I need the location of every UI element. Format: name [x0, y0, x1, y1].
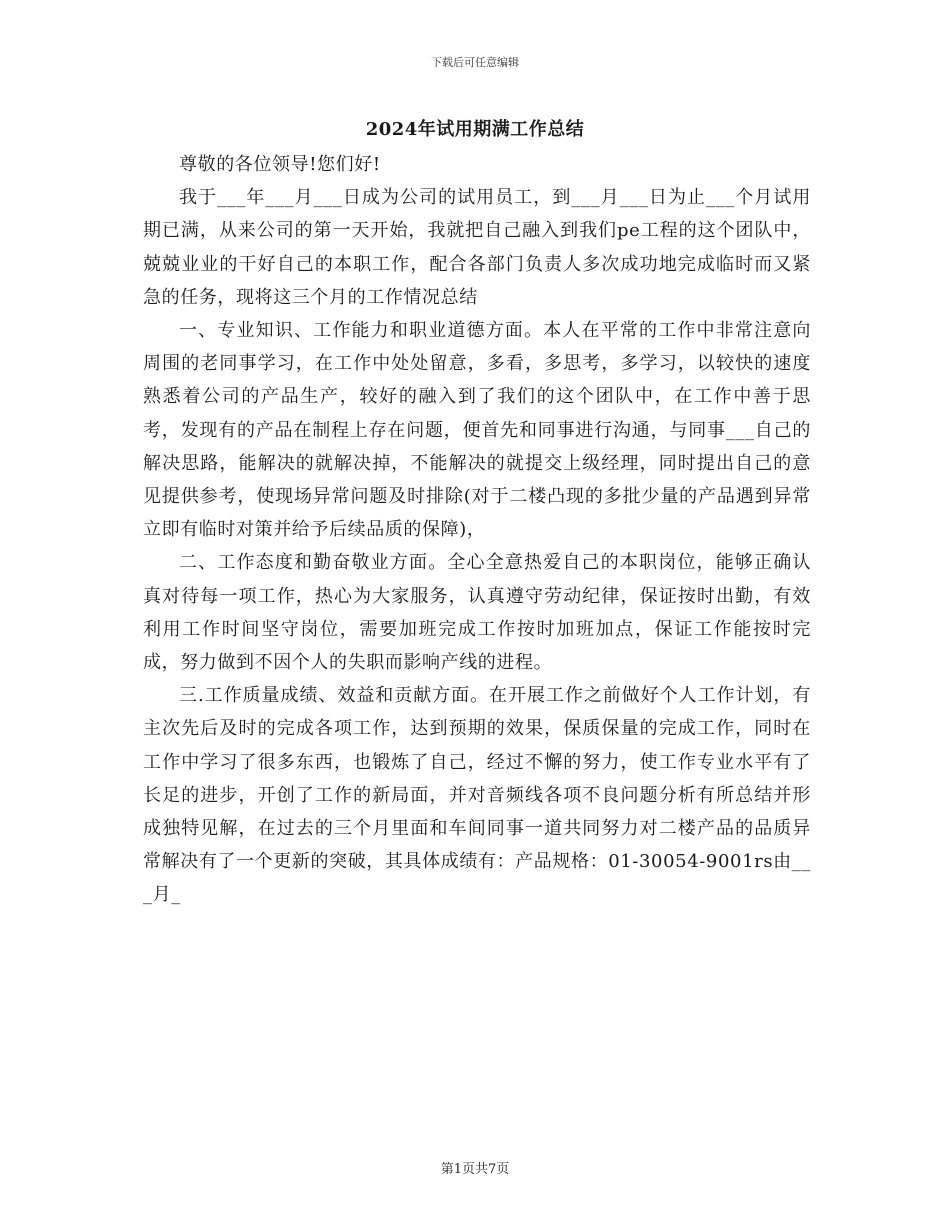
paragraph-greeting: 尊敬的各位领导!您们好!	[179, 154, 381, 175]
page-footer-number: 第1页共7页	[440, 1162, 510, 1177]
paragraph-intro: 我于___年___月___日成为公司的试用员工，到___月___日为止___个月试用期已满，从来公司的第一天开始，我就把自己融入到我们pe工程的这个团队中，兢兢业业的干好自己的本职工作，配合各部门负责人多次成功地完成临时而又紧急的任务，现将这三个月的工作情况总结	[143, 187, 811, 308]
document-title: 2024年试用期满工作总结	[365, 119, 585, 140]
paragraph-section-1: 一、专业知识、工作能力和职业道德方面。本人在平常的工作中非常注意向周围的老同事学习，在工作中处处留意，多看，多思考，多学习，以较快的速度熟悉着公司的产品生产，较好的融入到了我们的这个团队中，在工作中善于思考，发现有的产品在制程上存在问题，便首先和同事进行沟通，与同事___自己的解决思路，能解决的就解决掉，不能解决的就提交上级经理，同时提出自己的意见提供参考，使现场异常问题及时排除(对于二楼凸现的多批少量的产品遇到异常立即有临时对策并给予后续品质的保障)，	[143, 320, 811, 541]
paragraph-section-3: 三.工作质量成绩、效益和贡献方面。在开展工作之前做好个人工作计划，有主次先后及时的完成各项工作，达到预期的效果，保质保量的完成工作，同时在工作中学习了很多东西，也锻炼了自己，经过不懈的努力，使工作专业水平有了长足的进步，开创了工作的新局面，并对音频线各项不良问题分析有所总结并形成独特见解，在过去的三个月里面和车间同事一道共同努力对二楼产品的品质异常解决有了一个更新的突破，其具体成绩有：产品规格：01-30054-9001rs由___月_	[143, 685, 811, 906]
paragraph-section-2: 二、工作态度和勤奋敬业方面。全心全意热爱自己的本职岗位，能够正确认真对待每一项工作，热心为大家服务，认真遵守劳动纪律，保证按时出勤，有效利用工作时间坚守岗位，需要加班完成工作按时加班加点，保证工作能按时完成，努力做到不因个人的失职而影响产线的进程。	[143, 552, 811, 674]
page-header-note: 下载后可任意编辑	[431, 56, 519, 69]
document-body	[143, 148, 811, 912]
